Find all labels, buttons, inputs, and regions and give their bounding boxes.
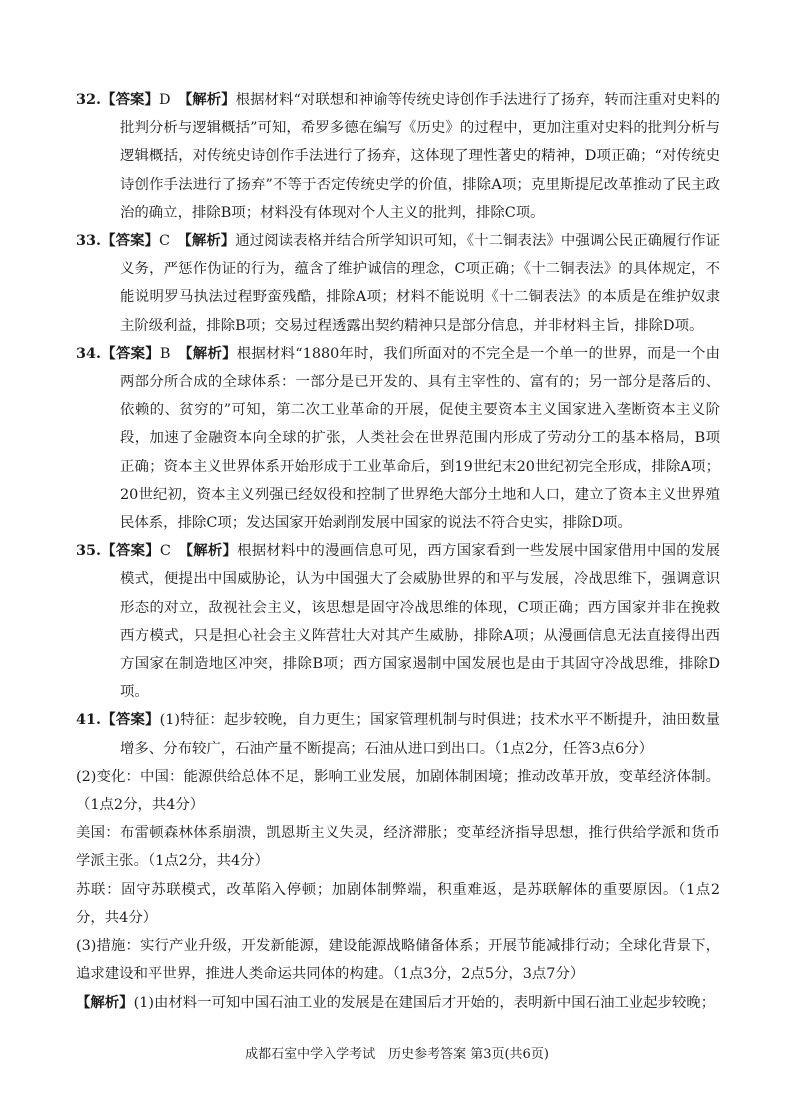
answer-choice: C <box>159 233 171 250</box>
answer-32 <box>76 86 720 227</box>
question-number: 41. <box>76 711 102 729</box>
answer-34 <box>76 340 720 537</box>
answer-41-ussr: 苏联：固守苏联模式，改革陷入停顿；加剧体制弊端，积重难返，是苏联解体的重要原因。（1点2分，共4分） <box>76 881 720 926</box>
answer-33 <box>76 227 720 340</box>
answer-41-analysis <box>76 989 720 1017</box>
answer-41-part1 <box>76 706 720 762</box>
question-number: 33. <box>76 232 102 250</box>
analysis-text: (1)由材料一可知中国石油工业的发展是在建国后才开始的，表明新中国石油工业起步较晚； <box>133 994 716 1011</box>
question-number: 32. <box>76 91 102 108</box>
answer-choice: B <box>159 345 171 362</box>
answer-41-usa: 美国：布雷顿森林体系崩溃，凯恩斯主义失灵，经济滞胀；变革经济指导思想，推行供给学派和货币学派主张。（1点2分，共4分） <box>76 825 720 870</box>
analysis-label: 【解析】 <box>184 232 236 250</box>
analysis-label: 【解析】 <box>185 344 237 362</box>
analysis-text: 根据材料中的漫画信息可见，西方国家看到一些发展中国家借用中国的发展模式，便提出中国威胁论，认为中国强大了会威胁世界的和平与发展，冷战思维下，强调意识形态的对立，敌视社会主义，该思想是固守冷战思维的体现，C项正确；西方国家并非在挽救西方模式，只是担心社会主义阵营壮大对其产生威胁，排除A项；从漫画信息无法直接得出西方国家在制造地区冲突，排除B项；西方国家遏制中国发展也是由于其固守冷战思维，排除D项。 <box>120 543 720 701</box>
analysis-label: 【解析】 <box>76 993 134 1011</box>
question-number: 34. <box>76 344 102 362</box>
analysis-text: 通过阅读表格并结合所学知识可知，《十二铜表法》中强调公民正确履行作证义务，严惩作伪证的行为，蕴含了维护诚信的理念，C项正确；《十二铜表法》的具体规定，不能说明罗马执法过程野蛮残酷，排除A项；材料不能说明《十二铜表法》的本质是在维护奴隶主阶级利益，排除B项；交易过程透露出契约精神只是部分信息，并非材料主旨，排除D项。 <box>120 233 720 334</box>
page-footer: 成都石室中学入学考试 历史参考答案 第3页(共6页) <box>245 1047 549 1062</box>
answer-41-feature: (1)特征：起步较晚，自力更生；国家管理机制与时俱进；技术水平不断提升，油田数量增多、分布较广，石油产量不断提高；石油从进口到出口。（1点2分，任答3点6分） <box>120 712 720 757</box>
analysis-text: 根据材料“1880年时，我们所面对的不完全是一个单一的世界，而是一个由两部分所合成的全球体系：一部分是已开发的、具有主宰性的、富有的；另一部分是落后的、依赖的、贫穷的”可知，第二次工业革命的开展，促使主要资本主义国家进入垄断资本主义阶段，加速了金融资本向全球的扩张，人类社会在世界范围内形成了劳动分工的基本格局，B项正确；资本主义世界体系开始形成于工业革命后，到19世纪末20世纪初完全形成，排除A项；20世纪初，资本主义列强已经奴役和控制了世界绝大部分土地和人口，建立了资本主义世界殖民体系，排除C项；发达国家开始剥削发展中国家的说法不符合史实，排除D项。 <box>120 345 720 532</box>
answer-content <box>76 86 720 1017</box>
answer-label: 【答案】 <box>101 711 160 729</box>
analysis-text: 根据材料“对联想和神谕等传统史诗创作手法进行了扬弃，转而注重对史料的批判分析与逻辑概括”可知，希罗多德在编写《历史》的过程中，更加注重对史料的批判分析与逻辑概括，对传统史诗创作手法进行了扬弃，这体现了理性著史的精神，D项正确；“对传统史诗创作手法进行了扬弃”不等于否定传统史学的价值，排除A项；克里斯提尼改革推动了民主政治的确立，排除B项；材料没有体现对个人主义的批判，排除C项。 <box>120 92 720 221</box>
question-number: 35. <box>76 542 102 560</box>
answer-label: 【答案】 <box>101 344 160 362</box>
answer-41-part2: (2)变化：中国：能源供给总体不足，影响工业发展，加剧体制困境；推动改革开放，变革经济体制。（1点2分，共4分） <box>76 768 720 814</box>
answer-choice: C <box>159 543 171 560</box>
analysis-label: 【解析】 <box>185 542 238 560</box>
answer-35 <box>76 537 720 706</box>
answer-label: 【答案】 <box>101 91 159 108</box>
answer-label: 【答案】 <box>101 232 160 250</box>
answer-choice: D <box>158 92 171 108</box>
answer-label: 【答案】 <box>101 542 160 560</box>
answer-41-part3: (3)措施：实行产业升级，开发新能源，建设能源战略储备体系；开展节能减排行动；全球化背景下，追求建设和平世界，推进人类命运共同体的构建。（1点3分，2点5分，3点7分） <box>76 938 720 983</box>
analysis-label: 【解析】 <box>185 91 236 108</box>
